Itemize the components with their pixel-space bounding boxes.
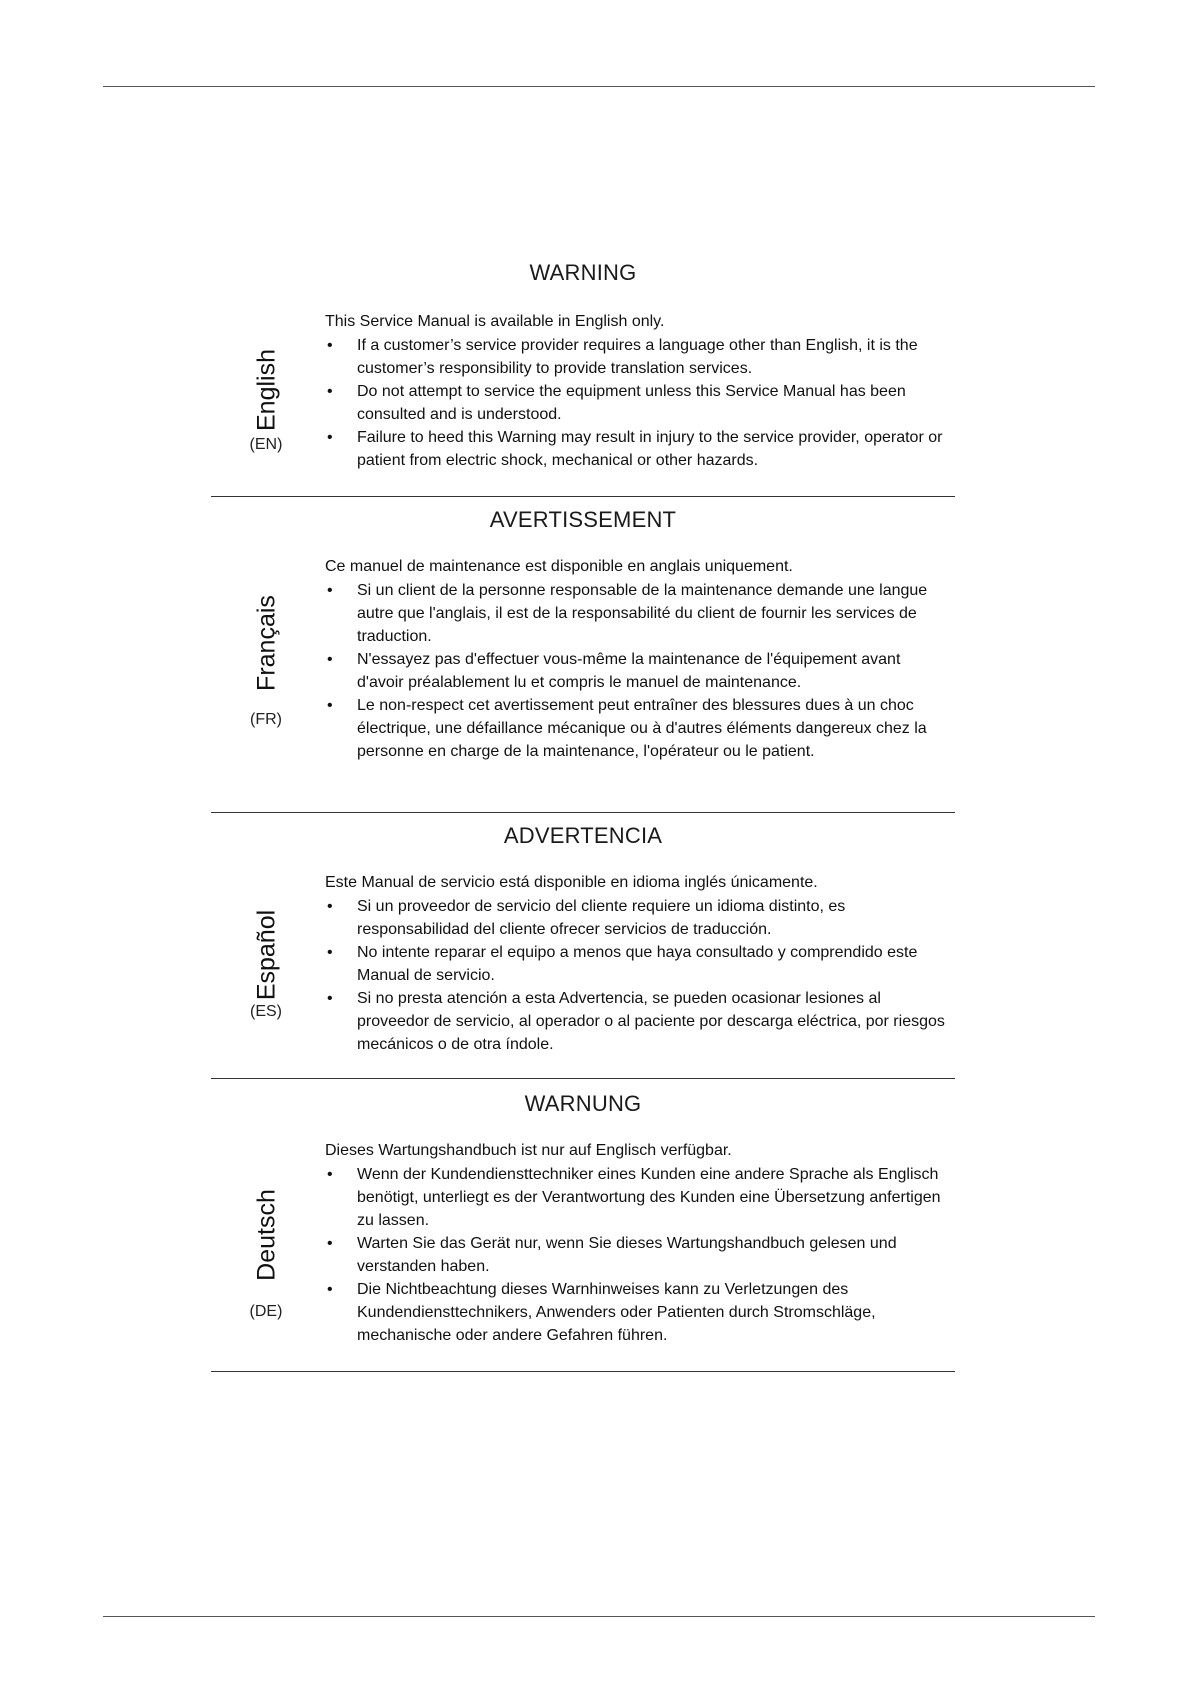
warning-content: [325, 310, 945, 472]
language-name: English: [252, 349, 281, 431]
language-name: Español: [252, 909, 281, 1001]
list-item: [325, 579, 945, 648]
bullet-icon: •: [327, 944, 333, 961]
intro-text: Ce manuel de maintenance est disponible en anglais uniquement.: [325, 558, 793, 575]
bullet-icon: •: [327, 651, 333, 668]
warning-content: [325, 1139, 945, 1347]
warning-section-german: [211, 1079, 955, 1372]
list-item: [325, 941, 945, 987]
language-label-column: [211, 497, 321, 812]
bullet-text: Warten Sie das Gerät nur, wenn Sie dieses Wartungshandbuch gelesen und verstanden haben.: [357, 1235, 897, 1275]
bullet-icon: •: [327, 1235, 333, 1252]
section-heading: WARNUNG: [524, 1091, 642, 1116]
bullet-icon: •: [327, 383, 333, 400]
language-label-column: [211, 252, 321, 496]
warning-section-spanish: [211, 813, 955, 1079]
language-name: Deutsch: [252, 1189, 281, 1281]
language-code: (FR): [250, 711, 282, 728]
language-label-column: [211, 813, 321, 1078]
bullet-icon: •: [327, 429, 333, 446]
bullet-text: Do not attempt to service the equipment unless this Service Manual has been consulted and is understood.: [357, 383, 906, 423]
list-item: [325, 648, 945, 694]
list-item: [325, 380, 945, 426]
language-label-column: [211, 1079, 321, 1371]
bullet-icon: •: [327, 898, 333, 915]
bullet-list: [325, 1163, 945, 1347]
multilingual-warning-table: [211, 252, 955, 1372]
section-heading: AVERTISSEMENT: [489, 507, 677, 532]
header-rule: [103, 86, 1095, 87]
bullet-text: Wenn der Kundendiensttechniker eines Kunden eine andere Sprache als Englisch benötigt, unterliegt es der Verantwortung des Kunden eine Übersetzung anfertigen zu lassen.: [357, 1166, 941, 1229]
bullet-list: [325, 579, 945, 763]
bullet-icon: •: [327, 1281, 333, 1298]
list-item: [325, 987, 945, 1056]
intro-text: Este Manual de servicio está disponible en idioma inglés únicamente.: [325, 874, 818, 891]
warning-section-french: [211, 497, 955, 813]
bullet-text: No intente reparar el equipo a menos que haya consultado y comprendido este Manual de servicio.: [357, 944, 918, 984]
list-item: [325, 426, 945, 472]
bullet-list: [325, 895, 945, 1056]
bullet-text: Si un proveedor de servicio del cliente requiere un idioma distinto, es responsabilidad del cliente ofrecer servicios de traducción.: [357, 898, 846, 938]
bullet-icon: •: [327, 1166, 333, 1183]
list-item: [325, 1232, 945, 1278]
footer-rule: [103, 1616, 1095, 1617]
section-heading: ADVERTENCIA: [503, 823, 663, 848]
bullet-icon: •: [327, 990, 333, 1007]
warning-section-english: [211, 252, 955, 497]
intro-text: This Service Manual is available in English only.: [325, 313, 665, 330]
list-item: [325, 1163, 945, 1232]
warning-content: [325, 555, 945, 763]
list-item: [325, 895, 945, 941]
bullet-text: If a customer’s service provider requires a language other than English, it is the customer’s responsibility to provide translation services.: [357, 337, 918, 377]
list-item: [325, 694, 945, 763]
list-item: [325, 1278, 945, 1347]
bullet-text: Si un client de la personne responsable de la maintenance demande une langue autre que l'anglais, il est de la responsabilité du client de fournir les services de traduction.: [357, 582, 928, 645]
bullet-text: Die Nichtbeachtung dieses Warnhinweises kann zu Verletzungen des Kundendiensttechnikers, Anwenders oder Patienten durch Stromschläge, mechanische oder andere Gefahren führen.: [357, 1281, 876, 1344]
language-code: (DE): [249, 1303, 283, 1320]
warning-content: [325, 871, 945, 1056]
bullet-list: [325, 334, 945, 472]
language-code: (ES): [250, 1003, 282, 1020]
bullet-text: Failure to heed this Warning may result in injury to the service provider, operator or patient from electric shock, mechanical or other hazards.: [357, 429, 943, 469]
language-name: Français: [252, 595, 281, 691]
bullet-icon: •: [327, 337, 333, 354]
bullet-text: Si no presta atención a esta Advertencia, se pueden ocasionar lesiones al proveedor de servicio, al operador o al paciente por descarga eléctrica, por riesgos mecánicos o de otra índole.: [357, 990, 945, 1053]
bullet-text: Le non-respect cet avertissement peut entraîner des blessures dues à un choc électrique, une défaillance mécanique ou à d'autres éléments dangereux chez la personne en charge de la maintenance, l'opérateur ou le patient.: [357, 697, 927, 760]
bullet-text: N'essayez pas d'effectuer vous-même la maintenance de l'équipement avant d'avoir préalablement lu et compris le manuel de maintenance.: [357, 651, 901, 691]
bullet-icon: •: [327, 697, 333, 714]
list-item: [325, 334, 945, 380]
language-code: (EN): [249, 436, 283, 453]
intro-text: Dieses Wartungshandbuch ist nur auf Englisch verfügbar.: [325, 1142, 732, 1159]
bullet-icon: •: [327, 582, 333, 599]
section-heading: WARNING: [529, 260, 637, 285]
